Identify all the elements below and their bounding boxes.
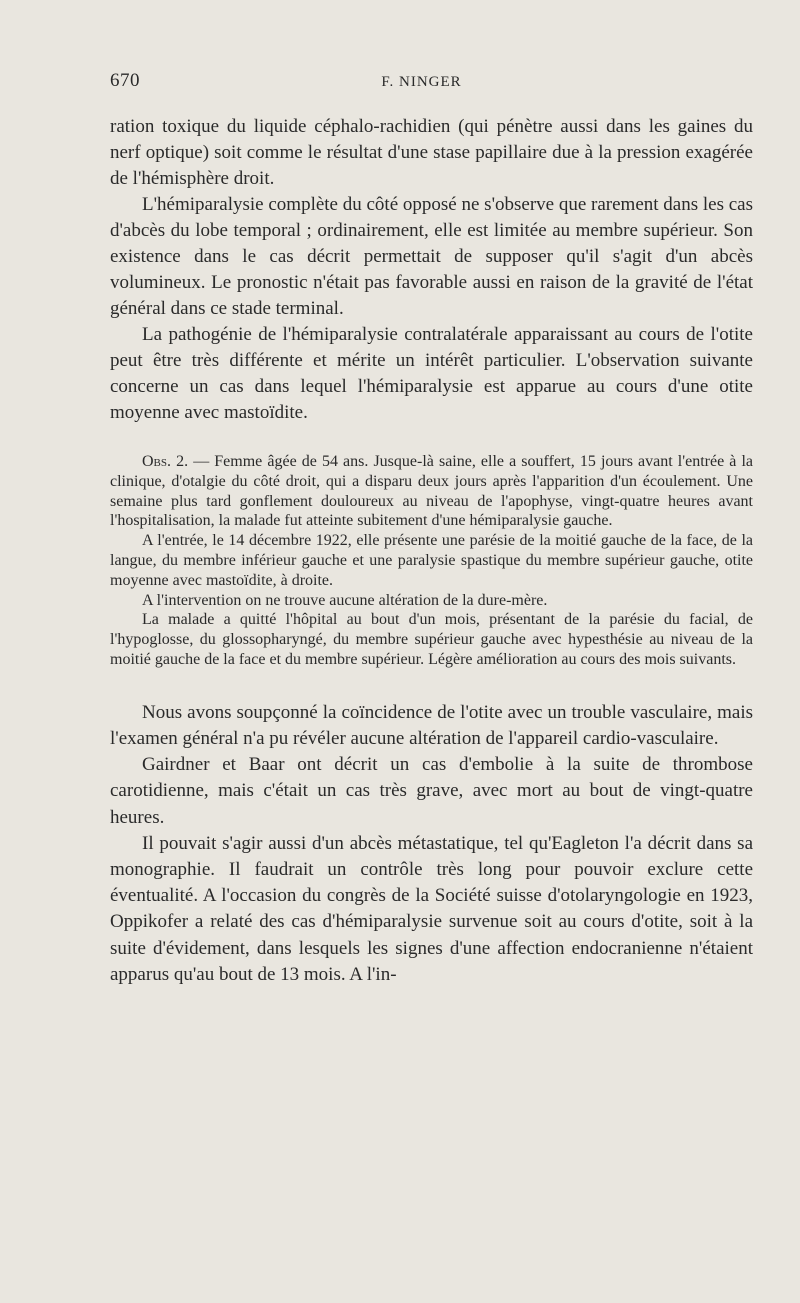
observation-intro-text: — Femme âgée de 54 ans. Jusque-là saine, elle a souffert, 15 jours avant l'entrée à la clinique, d'otalgie du côté droit, qui a disparu deux jours après l'apparition d'un écoulement. Une semaine plus tard gonflement douloureux au niveau de l'apophyse, vingt-quatre heures avant l'hospitalisation, la malade fut atteinte subitement d'une hémiparalysie gauche. xyxy=(110,453,753,530)
paragraph: Gairdner et Baar ont décrit un cas d'embolie à la suite de thrombose carotidienne, mais c'était un cas très grave, avec mort au bout de vingt-quatre heures. xyxy=(110,754,753,828)
observation-paragraph: A l'intervention on ne trouve aucune altération de la dure-mère. xyxy=(142,591,548,609)
page-header xyxy=(110,70,753,96)
observation-label: Obs. 2. xyxy=(142,453,189,470)
paragraph: Nous avons soupçonné la coïncidence de l'otite avec un trouble vasculaire, mais l'examen général n'a pu révéler aucune altération de l'appareil cardio-vasculaire. xyxy=(110,701,753,749)
paragraph: La pathogénie de l'hémiparalysie contralatérale apparaissant au cours de l'otite peut être très différente et mérite un intérêt particulier. L'observation suivante concerne un cas dans lequel l'hémiparalysie est apparue au cours d'une otite moyenne avec mastoïdite. xyxy=(110,324,753,423)
paragraph-continuation: ration toxique du liquide céphalo-rachidien (qui pénètre aussi dans les gaines du nerf optique) soit comme le résultat d'une stase papillaire due à la pression exagérée de l'hémisphère droit. xyxy=(110,116,753,189)
observation-block xyxy=(110,452,753,670)
paragraph: Il pouvait s'agir aussi d'un abcès métastatique, tel qu'Eagleton l'a décrit dans sa monographie. Il faudrait un contrôle très long pour pouvoir exclure cette éventualité. A l'occasion du congrès de la Société suisse d'otolaryngologie en 1923, Oppikofer a relaté des cas d'hémiparalysie survenue soit au cours d'otite, soit à la suite d'évidement, dans lesquels les signes d'une affection endocranienne n'étaient apparus qu'au bout de 13 mois. A l'in- xyxy=(110,832,753,985)
running-head: F. NINGER xyxy=(381,74,462,90)
observation-paragraph: A l'entrée, le 14 décembre 1922, elle présente une parésie de la moitié gauche de la face, de la langue, du membre inférieur gauche et une paralysie spastique du membre supérieur gauche, otite moyenne avec mastoïdite, à droite. xyxy=(110,532,753,589)
body-top xyxy=(110,114,753,426)
page-number: 670 xyxy=(110,70,140,91)
body-bottom xyxy=(110,700,753,988)
observation-intro xyxy=(110,452,753,531)
observation-paragraph: La malade a quitté l'hôpital au bout d'un mois, présentant de la parésie du facial, de l'hypoglosse, du glossopharyngé, du membre supérieur gauche avec hypesthésie au niveau de la moitié gauche de la face et du membre supérieur. Légère amélioration au cours des mois suivants. xyxy=(110,611,753,668)
paragraph: L'hémiparalysie complète du côté opposé ne s'observe que rarement dans les cas d'abcès du lobe temporal ; ordinairement, elle est limitée au membre supérieur. Son existence dans le cas décrit permettait de supposer qu'il s'agit d'un abcès volumineux. Le pronostic n'était pas favorable aussi en raison de la gravité de l'état général dans ce stade terminal. xyxy=(110,194,753,319)
